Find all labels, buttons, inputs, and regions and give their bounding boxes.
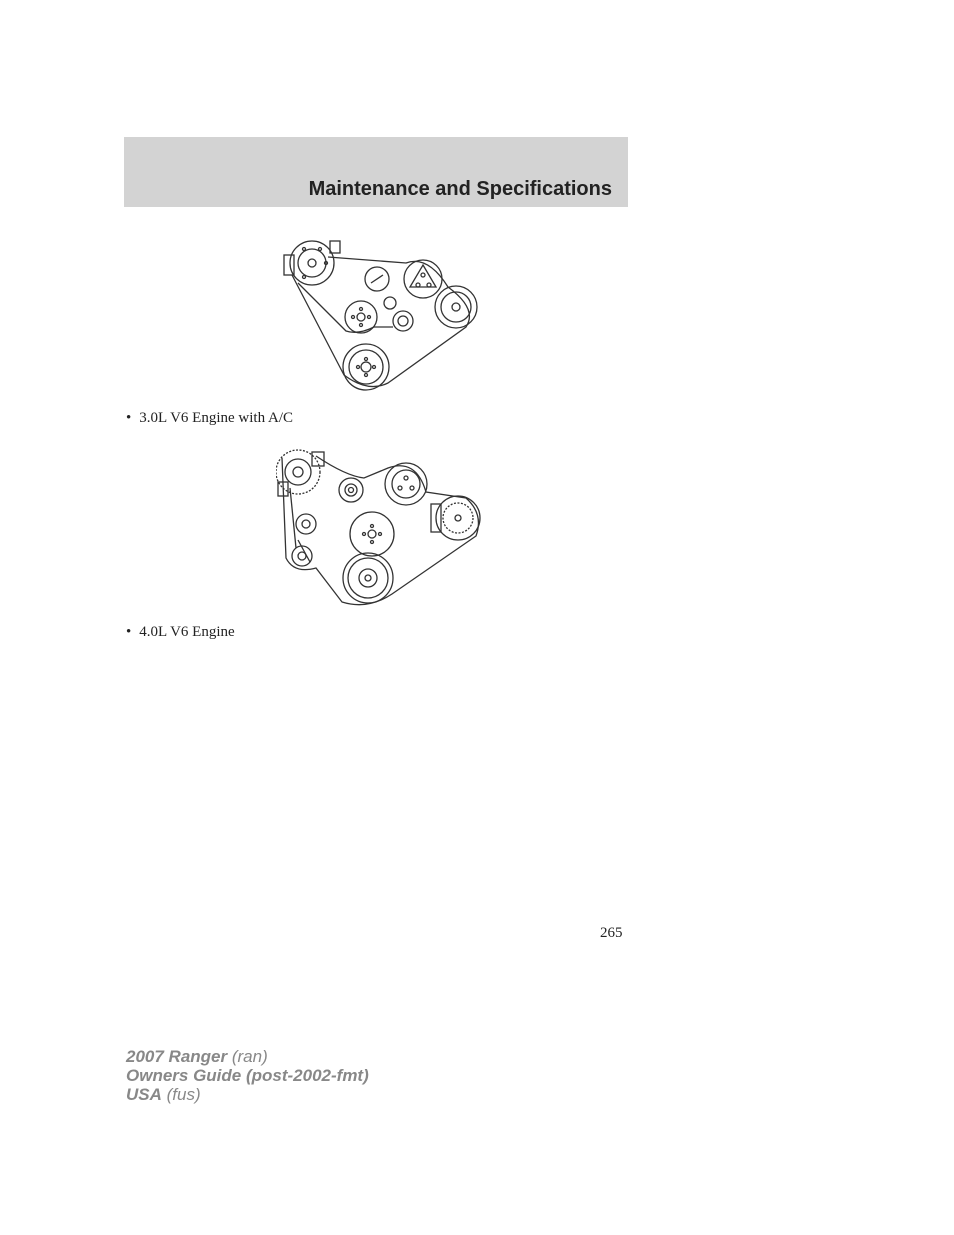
footer-line-3 [126,1085,369,1104]
caption-4-0l [126,624,235,641]
bullet: • [126,624,132,640]
footer-market: USA [126,1085,162,1104]
bullet: • [126,410,132,426]
section-header [124,137,628,207]
footer-market-code: (fus) [166,1085,201,1104]
belt-diagram-4-0l [276,448,486,608]
footer-model: 2007 Ranger [126,1047,228,1066]
footer-guide: Owners Guide (post-2002-fmt) [126,1066,369,1085]
page-number: 265 [600,925,623,941]
belt-diagram-3-0l [278,235,480,393]
footer-line-1 [126,1047,369,1066]
footer-model-code: (ran) [231,1047,268,1066]
caption-text: 4.0L V6 Engine [139,624,235,640]
footer-line-2 [126,1066,369,1085]
section-title: Maintenance and Specifications [308,178,612,200]
caption-text: 3.0L V6 Engine with A/C [139,410,294,426]
document-footer [126,1047,369,1104]
caption-3-0l [126,410,293,427]
